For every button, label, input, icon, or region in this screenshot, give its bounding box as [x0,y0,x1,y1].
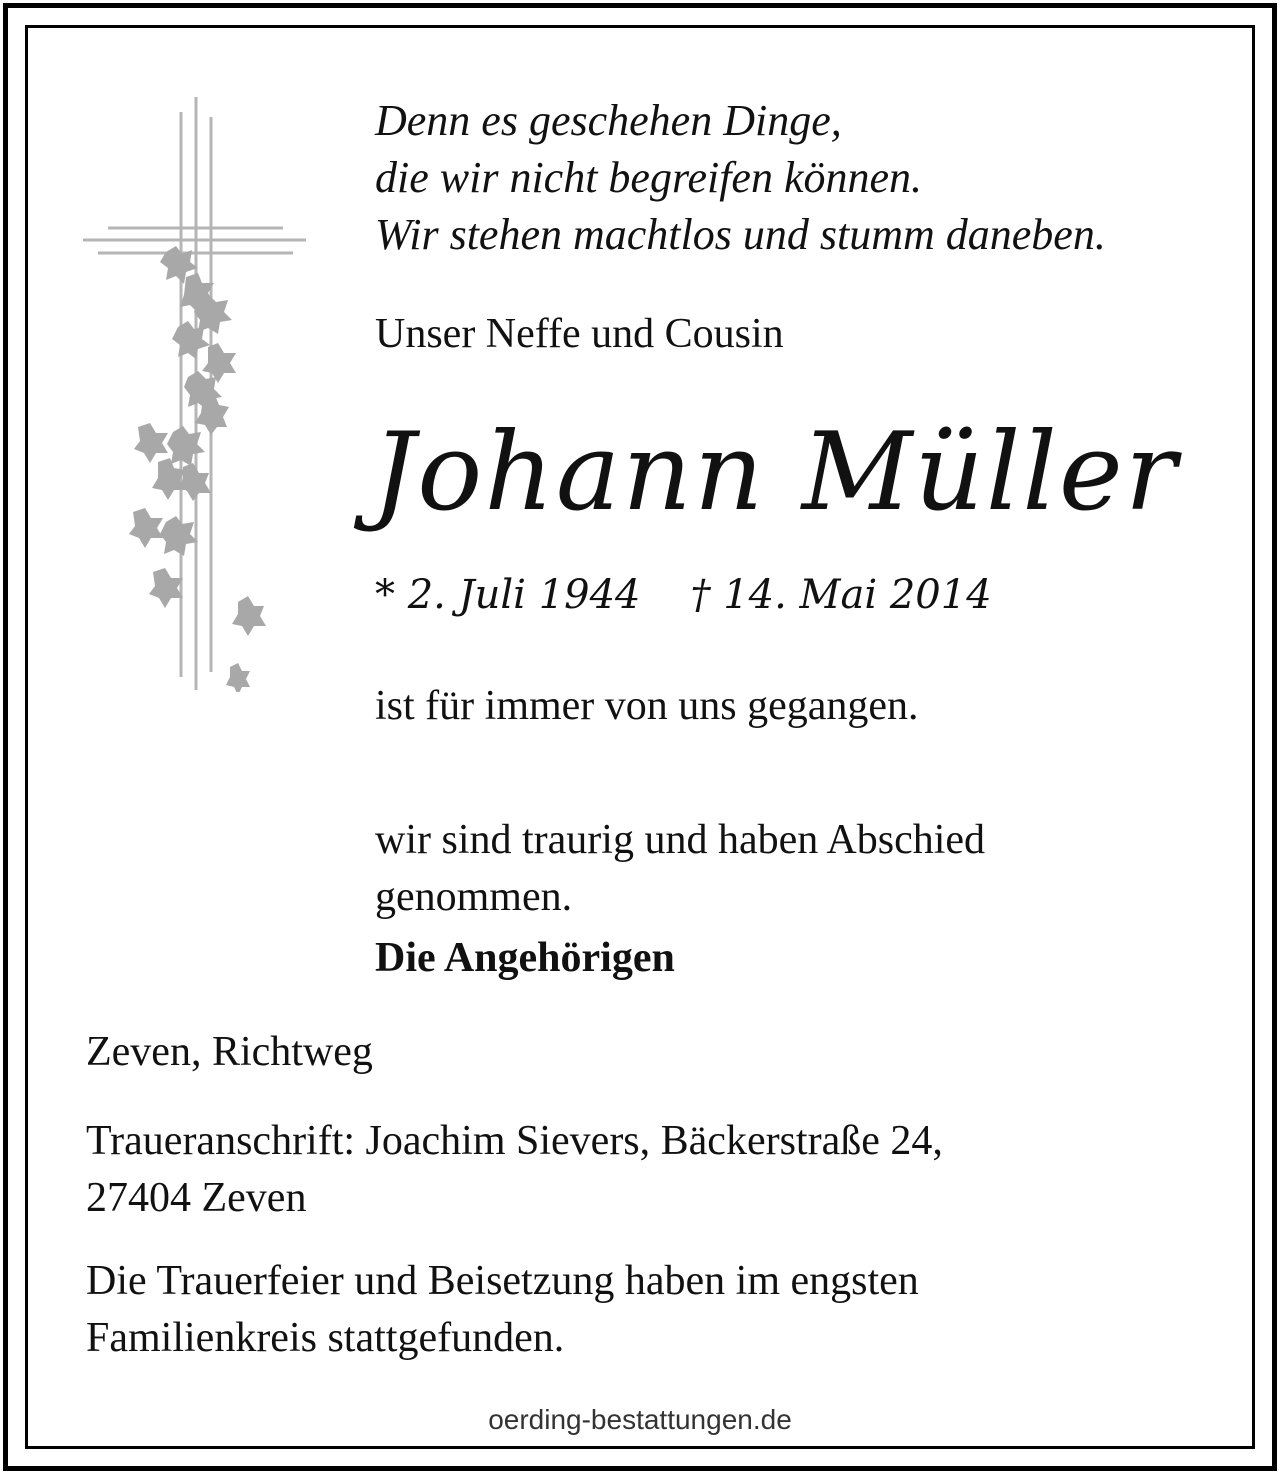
farewell-line: genommen. [375,874,573,920]
birth-date: * 2. Juli 1944 [375,572,641,618]
farewell-line: wir sind traurig und haben Abschied [375,817,986,863]
family-signature: Die Angehörigen [375,935,675,981]
ceremony-note [86,1253,919,1367]
ceremony-line: Die Trauerfeier und Beisetzung haben im engsten [86,1258,919,1304]
motto-verse [375,92,1106,263]
motto-line: Denn es geschehen Dinge, [375,96,842,145]
deceased-name: Johann Müller [372,410,1179,535]
motto-line: die wir nicht begreifen können. [375,153,923,202]
cross-with-ivy-icon [78,92,318,692]
mourning-address [86,1113,943,1227]
address-line: Traueranschrift: Joachim Sievers, Bäckerstraße 24, [86,1118,943,1164]
ceremony-line: Familienkreis stattgefunden. [86,1315,565,1361]
passed-away-line: ist für immer von uns gegangen. [375,683,919,729]
farewell-text [375,812,985,926]
death-date: † 14. Mai 2014 [690,572,992,618]
address-line: 27404 Zeven [86,1175,307,1221]
intro-line: Unser Neffe und Cousin [375,311,784,357]
life-dates [375,572,992,618]
motto-line: Wir stehen machtlos und stumm daneben. [375,210,1106,259]
place-line: Zeven, Richtweg [86,1029,373,1075]
website-credit: oerding-bestattungen.de [488,1404,792,1435]
